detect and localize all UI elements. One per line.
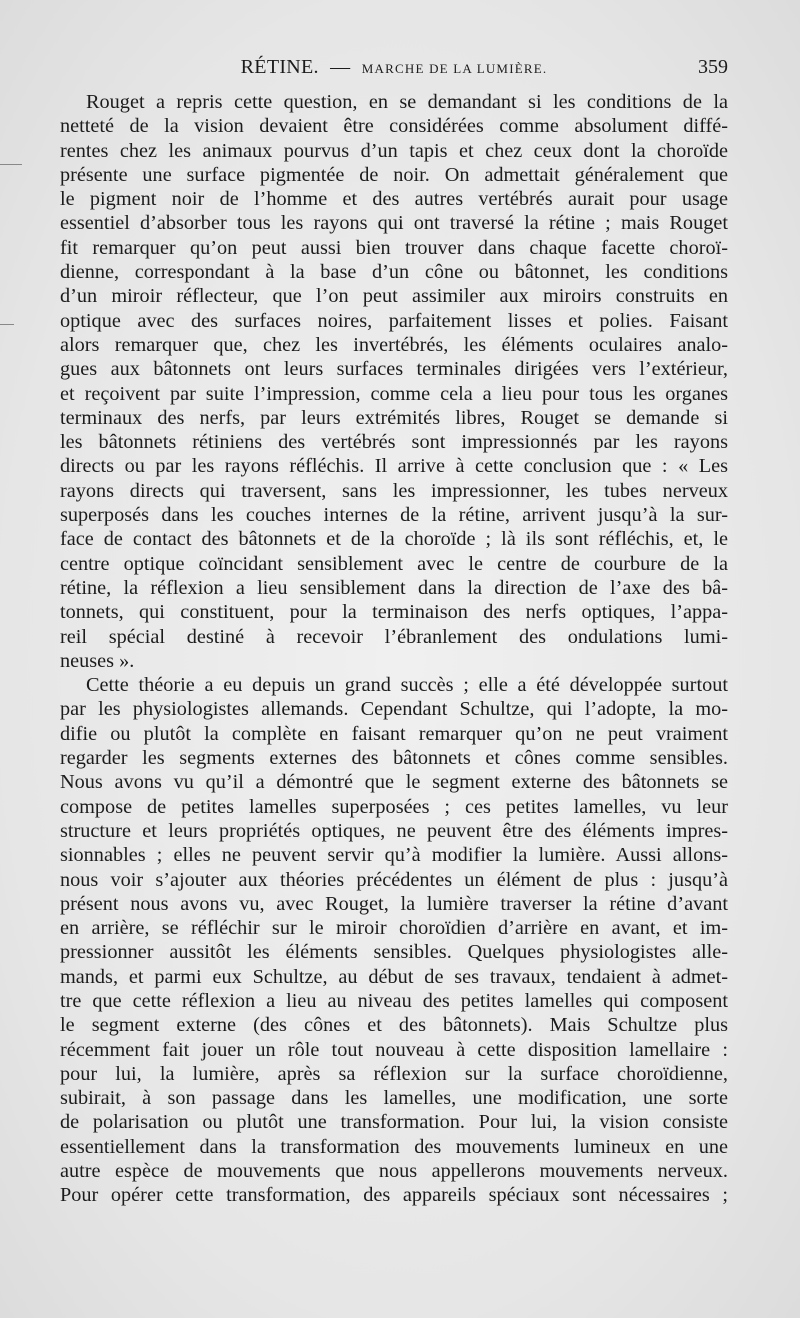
text-line: présente une surface pigmentée de noir. On admettait généralement que: [60, 163, 728, 186]
text-line: le pigment noir de l’homme et des autres vertébrés aurait pour usage: [60, 188, 728, 211]
text-line: dienne, correspondant à la base d’un cône ou bâtonnet, les conditions: [60, 261, 728, 284]
text-line: fit remarquer qu’on peut aussi bien trouver dans chaque facette choroï-: [60, 236, 728, 259]
text-line: pressionner aussitôt les éléments sensibles. Quelques physiologistes alle-: [60, 941, 728, 964]
text-line: récemment fait jouer un rôle tout nouveau à cette disposition lamellaire :: [60, 1038, 728, 1061]
text-line: alors remarquer que, chez les invertébrés, les éléments oculaires analo-: [60, 333, 728, 356]
text-line: mands, et parmi eux Schultze, au début de ses travaux, tendaient à admet-: [60, 965, 728, 988]
text-line: centre optique coïncidant sensiblement avec le centre de courbure de la: [60, 552, 728, 575]
text-line: Rouget a repris cette question, en se demandant si les conditions de la: [86, 91, 728, 113]
text-line: et reçoivent par suite l’impression, comme cela a lieu pour tous les organes: [60, 382, 728, 405]
text-line: directs ou par les rayons réfléchis. Il arrive à cette conclusion que : « Les: [60, 455, 728, 478]
text-line: optique avec des surfaces noires, parfaitement lisses et polies. Faisant: [60, 309, 728, 332]
text-line: de polarisation ou plutôt une transformation. Pour lui, la vision consiste: [60, 1111, 728, 1134]
text-line: tre que cette réflexion a lieu au niveau des petites lamelles qui composent: [60, 989, 728, 1012]
section-title: MARCHE DE LA LUMIÈRE.: [361, 61, 548, 76]
running-head-dash: —: [330, 56, 351, 78]
page-number: 359: [698, 56, 728, 78]
text-line: nous voir s’ajouter aux théories précédentes un élément de plus : jusqu’à: [60, 868, 728, 891]
text-line: le segment externe (des cônes et des bâtonnets). Mais Schultze plus: [60, 1014, 728, 1037]
text-line: rétine, la réflexion a lieu sensiblement dans la direction de l’axe des bâ-: [60, 576, 728, 599]
text-line: rayons directs qui traversent, sans les impressionner, les tubes nerveux: [60, 479, 728, 502]
text-line: d’un miroir réflecteur, que l’on peut assimiler aux miroirs construits en: [60, 285, 728, 308]
text-line: autre espèce de mouvements que nous appellerons mouvements nerveux.: [60, 1160, 728, 1183]
margin-mark: [0, 324, 14, 325]
chapter-title: RÉTINE.: [240, 56, 319, 78]
text-line: superposés dans les couches internes de la rétine, arrivent jusqu’à la sur-: [60, 504, 728, 527]
text-line: essentiellement dans la transformation des mouvements lumineux en une: [60, 1135, 728, 1158]
text-line: netteté de la vision devaient être considérées comme absolument diffé-: [60, 115, 728, 138]
text-line: face de contact des bâtonnets et de la choroïde ; là ils sont réfléchis, et, le: [60, 528, 728, 551]
text-line: Nous avons vu qu’il a démontré que le segment externe des bâtonnets se: [60, 771, 728, 794]
text-line: sionnables ; elles ne peuvent servir qu’à modifier la lumière. Aussi allons-: [60, 844, 728, 867]
text-line: Pour opérer cette transformation, des appareils spéciaux sont nécessaires ;: [60, 1184, 728, 1207]
running-head-title: [60, 56, 728, 79]
text-line: en arrière, se réfléchir sur le miroir choroïdien d’arrière en avant, et im-: [60, 917, 728, 940]
text-line: terminaux des nerfs, par leurs extrémités libres, Rouget se demande si: [60, 406, 728, 429]
text-line: compose de petites lamelles superposées ; ces petites lamelles, vu leur: [60, 795, 728, 818]
text-line: neuses ».: [60, 649, 135, 672]
margin-mark: [0, 164, 22, 165]
text-line: tonnets, qui constituent, pour la terminaison des nerfs optiques, l’appa-: [60, 601, 728, 624]
body-text: [60, 90, 728, 1208]
text-line: les bâtonnets rétiniens des vertébrés sont impressionnés par les rayons: [60, 431, 728, 454]
text-line: rentes chez les animaux pourvus d’un tapis et chez ceux dont la choroïde: [60, 139, 728, 162]
text-line: par les physiologistes allemands. Cependant Schultze, qui l’adopte, la mo-: [60, 698, 728, 721]
text-line: présent nous avons vu, avec Rouget, la lumière traverser la rétine d’avant: [60, 892, 728, 915]
text-line: structure et leurs propriétés optiques, ne peuvent être des éléments impres-: [60, 819, 728, 842]
running-head: [60, 56, 728, 84]
text-line: subirait, à son passage dans les lamelles, une modification, une sorte: [60, 1087, 728, 1110]
text-line: reil spécial destiné à recevoir l’ébranlement des ondulations lumi-: [60, 625, 728, 648]
text-line: pour lui, la lumière, après sa réflexion sur la surface choroïdienne,: [60, 1062, 728, 1085]
text-line: regarder les segments externes des bâtonnets et cônes comme sensibles.: [60, 747, 728, 770]
text-line: essentiel d’absorber tous les rayons qui ont traversé la rétine ; mais Rouget: [60, 212, 728, 235]
text-line: difie ou plutôt la complète en faisant remarquer qu’on ne peut vraiment: [60, 722, 728, 745]
text-line: Cette théorie a eu depuis un grand succès ; elle a été développée surtout: [86, 674, 728, 697]
text-line: gues aux bâtonnets ont leurs surfaces terminales dirigées vers l’extérieur,: [60, 358, 728, 381]
